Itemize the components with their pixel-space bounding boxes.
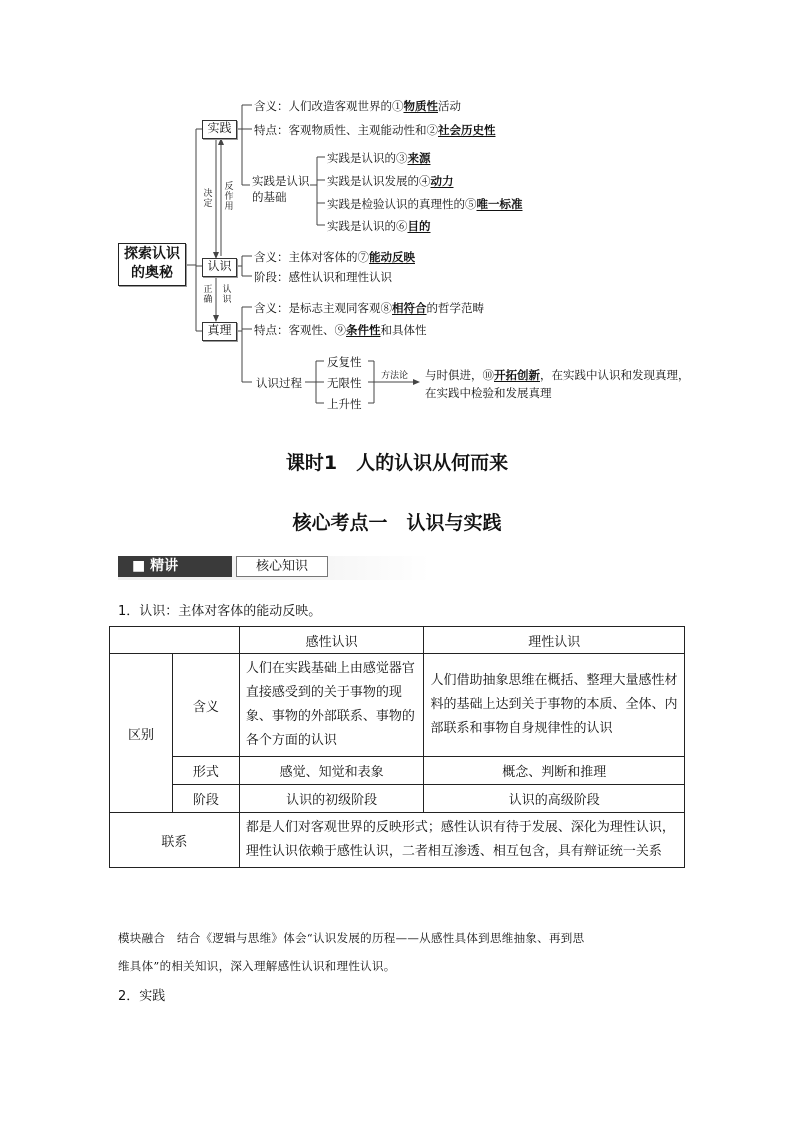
table-cell: 认识的初级阶段 (239, 785, 424, 813)
point-1: 1．认识：主体对客体的能动反映。 (118, 604, 322, 619)
row-label-cell: 含义 (172, 654, 239, 757)
banner-jingjiang: ■ 精讲 (118, 556, 232, 577)
jichu-item: 实践是认识的⑥目的 (327, 219, 431, 233)
guocheng-item: 无限性 (327, 376, 362, 390)
node-renshi-label: 认识 (207, 259, 232, 273)
section-title: 核心考点一 认识与实践 (292, 512, 502, 534)
zhenli-hanyi: 含义：是标志主观同客观⑧相符合的哲学范畴 (254, 301, 484, 315)
lianxi-cell: 都是人们对客观世界的反映形式；感性认识有待于发展、深化为理性认识，理性认识依赖于感性认识，二者相互渗透、相互包含，具有辩证统一关系 (239, 813, 684, 868)
table-header-empty (110, 627, 240, 654)
shijian-hanyi: 含义：人们改造客观世界的①物质性活动 (254, 99, 461, 113)
renshi-hanyi: 含义：主体对客体的⑦能动反映 (254, 250, 415, 264)
root-label: 探索认识的奥秘 (124, 246, 180, 281)
jichu-item: 实践是认识发展的④动力 (327, 174, 454, 188)
comparison-table (109, 626, 685, 868)
point-2: 2．实践 (118, 989, 166, 1004)
qubie-cell: 区别 (110, 654, 173, 813)
note-line: 维具体”的相关知识，深入理解感性认识和理性认识。 (118, 959, 396, 973)
section-banner (118, 556, 430, 580)
table-row (110, 654, 685, 757)
row-label-cell: 阶段 (172, 785, 239, 813)
node-renshi (202, 258, 237, 277)
table-cell: 概念、判断和推理 (424, 757, 685, 785)
table-cell: 认识的高级阶段 (424, 785, 685, 813)
renshi-jieduan: 阶段：感性认识和理性认识 (254, 270, 392, 284)
jichu-item: 实践是认识的③来源 (327, 151, 431, 165)
note-line: 模块融合 结合《逻辑与思维》体会“认识发展的历程——从感性具体到思维抽象、再到思 (118, 931, 585, 945)
table-cell: 感觉、知觉和表象 (239, 757, 424, 785)
table-row (110, 757, 685, 785)
node-shijian-label: 实践 (207, 121, 232, 135)
guocheng-item: 反复性 (327, 355, 362, 369)
lesson-title: 课时1 人的认识从何而来 (285, 452, 509, 474)
table-row (110, 785, 685, 813)
label-renshi-rel: 认识 (222, 285, 232, 305)
label-fanzuoyong: 反作用 (224, 182, 234, 212)
root-node (118, 243, 186, 286)
node-shijian (202, 120, 237, 139)
zhenli-tedian: 特点：客观性、⑨条件性和具体性 (254, 323, 427, 337)
guocheng-item: 上升性 (327, 397, 362, 411)
jichu-item: 实践是检验认识的真理性的⑤唯一标准 (327, 197, 523, 211)
shijian-tedian: 特点：客观物质性、主观能动性和②社会历史性 (254, 123, 496, 137)
label-zhengque: 正确 (203, 285, 213, 305)
node-zhenli-label: 真理 (207, 323, 232, 337)
table-row (110, 813, 685, 868)
lianxi-label-cell: 联系 (110, 813, 240, 868)
table-cell: 人们借助抽象思维在概括、整理大量感性材料的基础上达到关于事物的本质、全体、内部联系和事物自身规律性的认识 (424, 654, 685, 757)
zhenli-result: 与时俱进，⑩开拓创新，在实践中认识和发现真理，在实践中检验和发展真理 (425, 368, 690, 400)
zhenli-guocheng-label: 认识过程 (256, 376, 302, 390)
table-header-row (110, 627, 685, 654)
node-zhenli (202, 322, 237, 341)
row-label-cell: 形式 (172, 757, 239, 785)
table-header-cell: 理性认识 (424, 627, 685, 654)
shijian-jichu-label: 实践是认识的基础 (252, 174, 310, 204)
label-jueding: 决定 (203, 189, 213, 209)
table-cell: 人们在实践基础上由感觉器官直接感受到的关于事物的现象、事物的外部联系、事物的各个方面的认识 (239, 654, 424, 757)
label-fangfalun: 方法论 (381, 371, 409, 381)
table-header-cell: 感性认识 (239, 627, 424, 654)
banner-hexin: 核心知识 (236, 556, 328, 577)
